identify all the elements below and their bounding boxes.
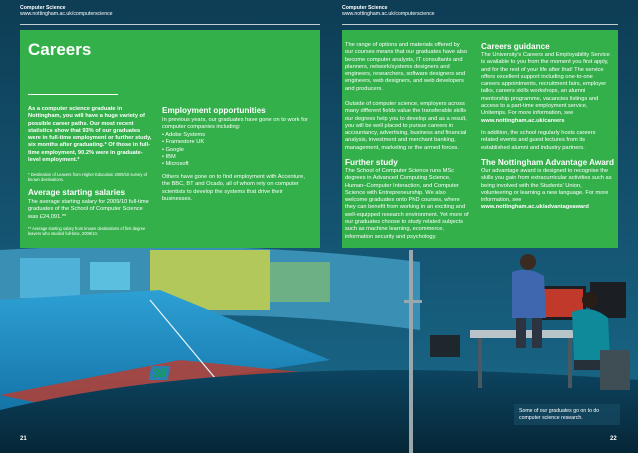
careers-guidance-text (481, 52, 613, 125)
employment-text: In previous years, our graduates have gone on to work for computer companies including: (162, 117, 308, 131)
further-study-text: The School of Computer Science runs MSc degrees in Advanced Computing Science, Human–Computer Interaction, and Computer Science with Entrepreneurship. We also welcome graduates onto PhD courses, where they can benefit from working in an exciting and well-equipped research environment. Yet more of our graduates choose to study related subjects such as machine learning, ecommerce, information security and psychology. (345, 168, 469, 240)
salary-text: The average starting salary for 2009/10 full-time graduates of the School of Computer Science was £24,091.** (28, 199, 149, 220)
employment-text-more: Others have gone on to find employment with Accenture, the BBC, BT and Ocado, all of whom rely on computer scientists to develop the systems that drive their businesses. (162, 174, 305, 202)
header-left-title: Computer Science (20, 5, 66, 11)
screen-number: 38 (149, 366, 171, 380)
company-list (162, 132, 312, 168)
further-study-heading: Further study (345, 158, 398, 167)
careers-guidance-body: The University's Careers and Employability Service is available to you from the moment you first apply, and for the rest of your life after that! The service offers excellent support including one-to-one careers appointments, recruitment fairs, employer talks, careers skills workshops, an alumni mentorship programme, vacancies listings and access to a part-time employment service, Unitemps. For more information, see (481, 52, 610, 117)
advantage-award-heading: The Nottingham Advantage Award (481, 158, 614, 167)
options-text: The range of options and materials offered by our courses means that our graduates have also become computer analysts, IT consultants and planners, network/systems designers and engineers, researchers, software designers and engineers, web designers, and web developers and producers. (345, 42, 468, 92)
advantage-award-text (481, 168, 613, 212)
header-left (20, 5, 113, 18)
list-item: • Microsoft (162, 161, 189, 168)
header-divider-right (342, 24, 618, 25)
page-title: Careers (28, 40, 92, 59)
employment-heading: Employment opportunities (162, 106, 266, 115)
header-right (342, 5, 435, 18)
list-item: • Framestore UK (162, 139, 205, 146)
page-number-left: 21 (20, 436, 27, 442)
advantage-award-body: Our advantage award is designed to recognise the skills you gain from extracurricular activities such as being involved with the Students' Union, volunteering or learning a new language. For more information, see (481, 168, 612, 204)
outside-text: Outside of computer science, employers across many different fields value the transferable skills our degrees help you to develop and as a result, you will be well placed to pursue careers in accountancy, advertising, business and financial analysis, investment and merchant banking, management, marketing or the armed forces. (345, 101, 467, 151)
header-divider-left (20, 24, 320, 25)
page-number-right: 22 (610, 436, 617, 442)
header-left-url[interactable]: www.nottingham.ac.uk/computerscience (20, 11, 113, 18)
list-item: • Google (162, 146, 184, 153)
careers-guidance-heading: Careers guidance (481, 42, 550, 51)
advantage-link[interactable]: www.nottingham.ac.uk/advantageaward (481, 204, 589, 211)
list-item: • IBM (162, 153, 176, 160)
careers-link[interactable]: www.nottingham.ac.uk/careers (481, 117, 565, 124)
careers-events-text: In addition, the school regularly hosts careers related events and guest lectures from its established alumni and industry partners. (481, 130, 596, 151)
careers-intro: As a computer science graduate in Nottingham, you will have a huge variety of possible career paths. Our most recent statistics show that 93% of our graduates were in full-time employment or further study, six months after graduating.* Of those in full-time employment, 90.2% were in graduate-level employment.* (28, 106, 152, 164)
header-right-url[interactable]: www.nottingham.ac.uk/computerscience (342, 11, 435, 18)
title-divider (28, 94, 118, 95)
header-right-title: Computer Science (342, 5, 388, 11)
photo-caption: Some of our graduates go on to do computer science research. (514, 404, 620, 425)
list-item: • Adobe Systems (162, 132, 206, 138)
salary-heading: Average starting salaries (28, 188, 126, 197)
footnote-salary: ** Average starting salary from known destinations of first degree leavers who studied full-time, 2009/10. (28, 226, 146, 237)
footnote-destination: * Destination of Leavers from Higher Education 2009/10 survey of known destinations. (28, 172, 148, 183)
